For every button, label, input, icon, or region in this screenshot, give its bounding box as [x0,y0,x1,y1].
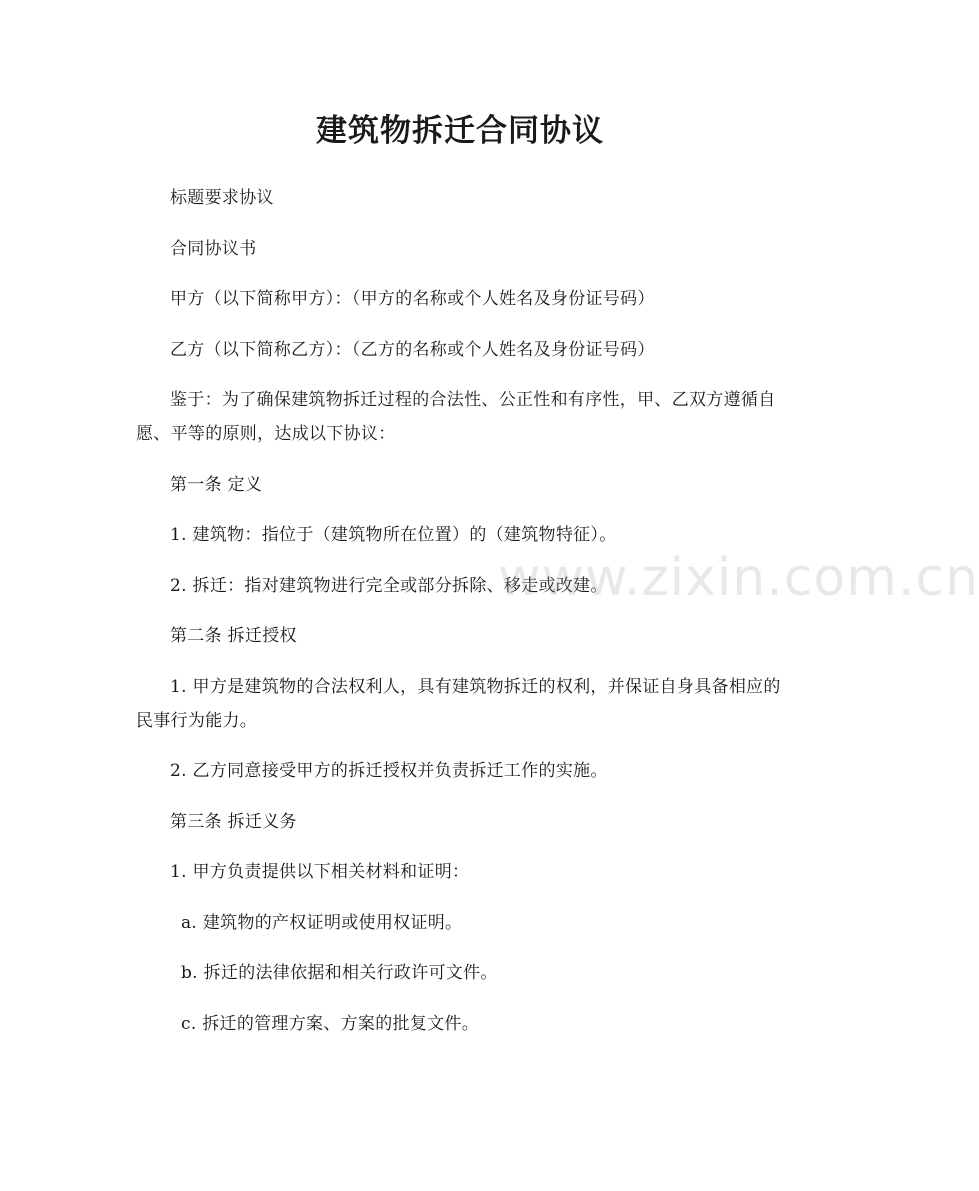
paragraph-contract-title: 合同协议书 [170,239,257,259]
paragraph-party-b: 乙方（以下简称乙方）：（乙方的名称或个人姓名及身份证号码） [170,340,655,360]
paragraph-party-a: 甲方（以下简称甲方）：（甲方的名称或个人姓名及身份证号码） [170,289,655,309]
watermark-text: www.zixin.com.cn [498,548,979,608]
article-1-item-2: 2. 拆迁：指对建筑物进行完全或部分拆除、移走或改建。 [170,576,608,596]
article-2-item-1: 1. 甲方是建筑物的合法权利人，具有建筑物拆迁的权利，并保证自身具备相应的民事行为能力。 [136,677,781,731]
article-3-subitem-b: b. 拆迁的法律依据和相关行政许可文件。 [181,963,498,983]
paragraph-heading-note: 标题要求协议 [170,188,274,208]
paragraph-whereas: 鉴于：为了确保建筑物拆迁过程的合法性、公正性和有序性，甲、乙双方遵循自愿、平等的原则，达成以下协议： [136,390,776,444]
article-2-heading: 第二条 拆迁授权 [170,626,297,646]
article-1-heading: 第一条 定义 [170,475,263,495]
article-3-item-1: 1. 甲方负责提供以下相关材料和证明： [170,862,470,882]
article-3-subitem-c: c. 拆迁的管理方案、方案的批复文件。 [181,1014,480,1034]
article-2-item-2: 2. 乙方同意接受甲方的拆迁授权并负责拆迁工作的实施。 [170,761,608,781]
article-1-item-1: 1. 建筑物：指位于（建筑物所在位置）的（建筑物特征）。 [170,525,617,545]
article-3-heading: 第三条 拆迁义务 [170,812,297,832]
document-title: 建筑物拆迁合同协议 [316,113,604,149]
article-3-subitem-a: a. 建筑物的产权证明或使用权证明。 [181,913,463,933]
